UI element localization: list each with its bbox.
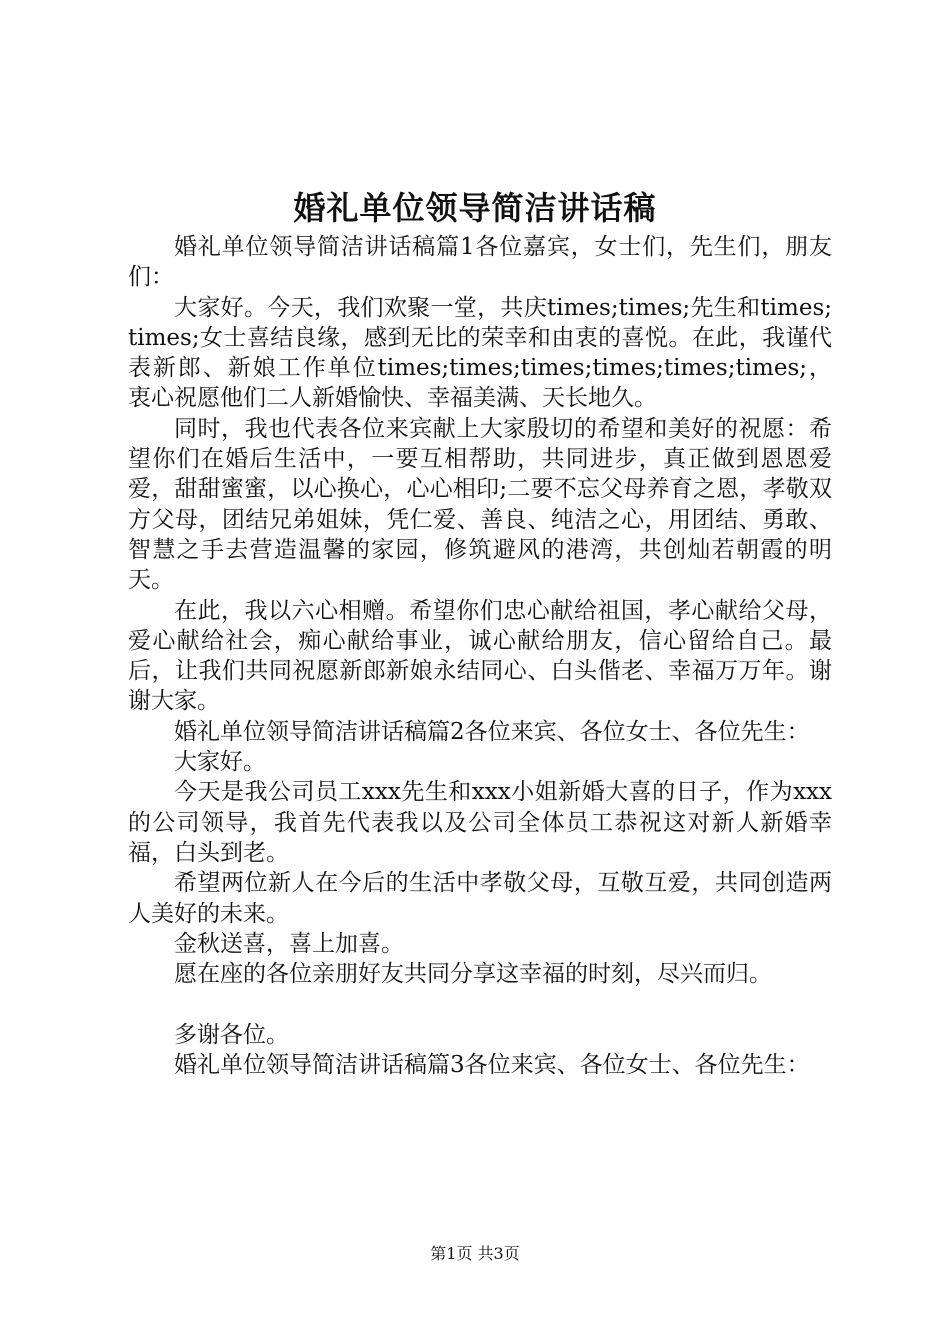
paragraph: 同时，我也代表各位来宾献上大家殷切的希望和美好的祝愿：希望你们在婚后生活中，一要互相帮助，共同进步，真正做到恩恩爱爱，甜甜蜜蜜，以心换心，心心相印;二要不忘父母养育之恩，孝敬双方父母，团结兄弟姐妹，凭仁爱、善良、纯洁之心，用团结、勇敢、智慧之手去营造温馨的家园，修筑避风的港湾，共创灿若朝霞的明天。: [128, 415, 832, 594]
paragraph: 今天是我公司员工xxx先生和xxx小姐新婚大喜的日子，作为xxx的公司领导，我首先代表我以及公司全体员工恭祝这对新人新婚幸福，白头到老。: [128, 779, 832, 866]
page-number-footer: 第1页 共3页: [430, 1244, 520, 1263]
paragraph: 婚礼单位领导简洁讲话稿篇2各位来宾、各位女士、各位先生：: [174, 718, 810, 745]
paragraph: 多谢各位。: [174, 1021, 289, 1048]
blank-line: [128, 989, 832, 1019]
paragraph: 婚礼单位领导简洁讲话稿篇3各位来宾、各位女士、各位先生：: [174, 1052, 810, 1079]
paragraph: 希望两位新人在今后的生活中孝敬父母，互敬互爱，共同创造两人美好的未来。: [128, 870, 832, 927]
paragraph: 大家好。: [174, 749, 266, 776]
document-body: [128, 232, 832, 1080]
paragraph: 愿在座的各位亲朋好友共同分享这幸福的时刻，尽兴而归。: [174, 961, 772, 988]
document-title: 婚礼单位领导简洁讲话稿: [293, 189, 657, 227]
paragraph: 大家好。今天，我们欢聚一堂，共庆times;times;先生和times;times;女士喜结良缘，感到无比的荣幸和由衷的喜悦。在此，我谨代表新郎、新娘工作单位times;times;times;times;times;times;，衷心祝愿他们二人新婚愉快、幸福美满、天长地久。: [128, 294, 832, 412]
paragraph: 金秋送喜，喜上加喜。: [174, 930, 404, 957]
paragraph: 在此，我以六心相赠。希望你们忠心献给祖国，孝心献给父母，爱心献给社会，痴心献给事业，诚心献给朋友，信心留给自己。最后，让我们共同祝愿新郎新娘永结同心、白头偕老、幸福万万年。谢谢大家。: [128, 597, 832, 715]
paragraph: 婚礼单位领导简洁讲话稿篇1各位嘉宾，女士们，先生们，朋友们：: [128, 234, 832, 291]
